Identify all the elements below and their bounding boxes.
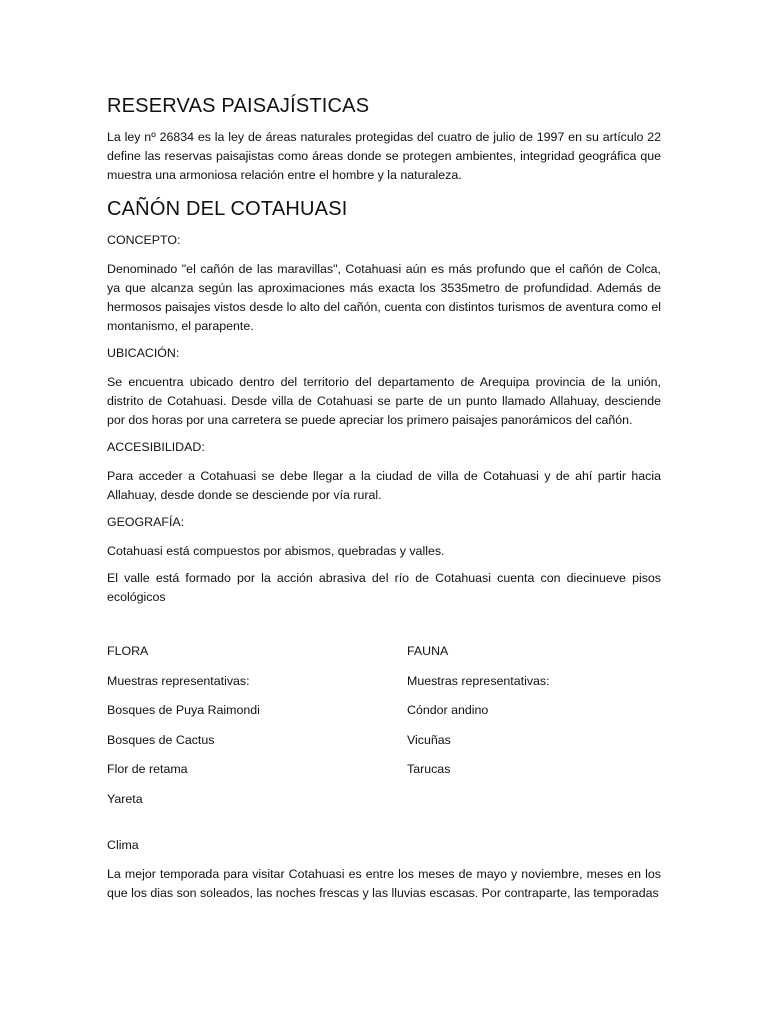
fauna-item: Cóndor andino xyxy=(407,703,489,717)
flora-item: Yareta xyxy=(107,791,143,806)
accesibilidad-paragraph: Para acceder a Cotahuasi se debe llegar a la ciudad de villa de Cotahuasi y de ahí partir hacia Allahuay, desde donde se desciende por vía rural. xyxy=(107,469,661,502)
clima-label: Clima xyxy=(107,838,139,852)
geografia-paragraph-1: Cotahuasi está compuestos por abismos, quebradas y valles. xyxy=(107,544,445,558)
fauna-item: Vicuñas xyxy=(407,732,451,747)
flora-fauna-columns xyxy=(107,642,661,814)
fauna-item: Muestras representativas: xyxy=(407,673,550,688)
concepto-paragraph: Denominado "el cañón de las maravillas", Cotahuasi aún es más profundo que el cañón de Colca, ya que alcanza según las aproximaciones más exacta los 3535metro de profundidad. Además de hermosos paisajes vistos desde lo alto del cañón, cuenta con distintos turismos de aventura como el montanismo, el parapente. xyxy=(107,262,661,333)
fauna-column xyxy=(407,642,661,790)
heading-reservas: RESERVAS PAISAJÍSTICAS xyxy=(107,95,370,117)
geografia-label: GEOGRAFÍA: xyxy=(107,515,185,529)
flora-item: Bosques de Cactus xyxy=(107,732,215,747)
concepto-label: CONCEPTO: xyxy=(107,233,181,247)
intro-paragraph: La ley nº 26834 es la ley de áreas naturales protegidas del cuatro de julio de 1997 en su artículo 22 define las reservas paisajistas como áreas donde se protegen ambientes, integridad geográfica que muestra una armoniosa relación entre el hombre y la naturaleza. xyxy=(107,130,661,182)
flora-item: Flor de retama xyxy=(107,762,188,776)
fauna-item: Tarucas xyxy=(407,762,451,776)
document-content xyxy=(107,94,661,911)
clima-paragraph: La mejor temporada para visitar Cotahuasi es entre los meses de mayo y noviembre, meses en los que los dias son soleados, las noches frescas y las lluvias escasas. Por contraparte, las temporadas xyxy=(107,867,661,900)
ubicacion-paragraph: Se encuentra ubicado dentro del territorio del departamento de Arequipa provincia de la unión, distrito de Cotahuasi. Desde villa de Cotahuasi se parte de un punto llamado Allahuay, desciende por dos horas por una carretera se puede apreciar los primero paisajes panorámicos del cañón. xyxy=(107,375,661,427)
accesibilidad-label: ACCESIBILIDAD: xyxy=(107,440,205,454)
flora-title: FLORA xyxy=(107,644,149,658)
flora-item: Bosques de Puya Raimondi xyxy=(107,703,260,717)
fauna-title: FAUNA xyxy=(407,644,449,658)
ubicacion-label: UBICACIÓN: xyxy=(107,346,180,360)
heading-canon: CAÑÓN DEL COTAHUASI xyxy=(107,198,348,220)
flora-item: Muestras representativas: xyxy=(107,673,250,688)
geografia-paragraph-2: El valle está formado por la acción abrasiva del río de Cotahuasi cuenta con diecinueve pisos ecológicos xyxy=(107,571,661,604)
flora-column xyxy=(107,642,387,819)
